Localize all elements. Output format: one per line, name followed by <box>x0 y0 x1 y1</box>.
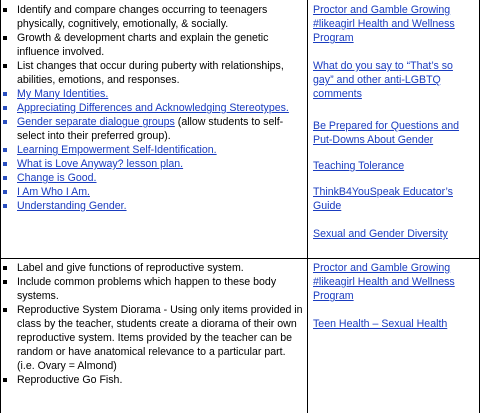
resource-link[interactable]: Teaching Tolerance <box>313 160 405 172</box>
activity-list <box>1 3 303 213</box>
activity-link[interactable]: Gender separate dialogue groups <box>17 116 175 128</box>
activity-item <box>1 303 303 373</box>
bullet-icon <box>3 190 7 194</box>
resource-link[interactable]: Sexual and Gender Diversity <box>313 228 448 240</box>
resource-link[interactable]: Proctor and Gamble Growing #likeagirl Health and Wellness Program <box>313 262 455 302</box>
activity-item <box>1 59 303 87</box>
bullet-icon <box>3 36 7 40</box>
activity-text: Include common problems which happen to these body systems. <box>17 276 277 302</box>
resources-cell-1 <box>313 3 475 241</box>
activity-text: Label and give functions of reproductive system. <box>17 262 244 274</box>
bullet-icon <box>3 120 7 124</box>
activity-text: (allow students to self-select into their preferred group). <box>17 116 284 142</box>
activity-link[interactable]: Understanding Gender. <box>17 200 127 212</box>
activity-item <box>1 3 303 31</box>
activities-cell-1 <box>1 3 303 213</box>
activity-text: Reproductive Go Fish. <box>17 374 123 386</box>
activity-link[interactable]: Appreciating Differences and Acknowledging Stereotypes. <box>17 102 289 114</box>
bullet-icon <box>3 8 7 12</box>
bullet-icon <box>3 92 7 96</box>
activity-item <box>1 87 303 101</box>
activity-text: List changes that occur during puberty with relationships, abilities, emotions, and responses. <box>17 60 284 86</box>
activity-link[interactable]: What is Love Anyway? lesson plan. <box>17 158 184 170</box>
activity-item <box>1 115 303 143</box>
activity-item <box>1 31 303 59</box>
bullet-icon <box>3 176 7 180</box>
resource-link[interactable]: Proctor and Gamble Growing #likeagirl Health and Wellness Program <box>313 4 455 44</box>
activity-link[interactable]: I Am Who I Am. <box>17 186 90 198</box>
bullet-icon <box>3 148 7 152</box>
activity-item <box>1 171 303 185</box>
bullet-icon <box>3 162 7 166</box>
activity-list <box>1 261 303 387</box>
activity-text: Identify and compare changes occurring to teenagers physically, cognitively, emotionally, & socially. <box>17 4 268 30</box>
activity-item <box>1 101 303 115</box>
activity-text: Reproductive System Diorama - Using only items provided in class by the teacher, students create a diorama of their own reproductive system. Items provided by the teacher can be random or have anatomical relevance to a particular part. (i.e. Ovary = Almond) <box>17 304 303 372</box>
activity-link[interactable]: Learning Empowerment Self-Identification. <box>17 144 217 156</box>
bullet-icon <box>3 308 7 312</box>
activity-item <box>1 275 303 303</box>
row-divider <box>0 258 480 259</box>
activities-cell-2 <box>1 261 303 387</box>
activity-item <box>1 157 303 171</box>
activity-item <box>1 199 303 213</box>
activity-item <box>1 143 303 157</box>
activity-text: Growth & development charts and explain the genetic influence involved. <box>17 32 269 58</box>
bullet-icon <box>3 106 7 110</box>
bullet-icon <box>3 280 7 284</box>
activity-item <box>1 373 303 387</box>
activity-item <box>1 261 303 275</box>
resources-cell-2 <box>313 261 475 331</box>
resource-link[interactable]: What do you say to “That’s so gay” and other anti-LGBTQ comments <box>313 60 453 100</box>
bullet-icon <box>3 378 7 382</box>
bullet-icon <box>3 204 7 208</box>
resource-link[interactable]: Teen Health – Sexual Health <box>313 318 448 330</box>
activity-link[interactable]: Change is Good. <box>17 172 97 184</box>
bullet-icon <box>3 64 7 68</box>
bullet-icon <box>3 266 7 270</box>
resource-link[interactable]: ThinkB4YouSpeak Educator’s Guide <box>313 186 453 212</box>
column-divider <box>307 0 308 413</box>
resource-link[interactable]: Be Prepared for Questions and Put-Downs About Gender <box>313 120 460 146</box>
activity-link[interactable]: My Many Identities. <box>17 88 109 100</box>
activity-item <box>1 185 303 199</box>
